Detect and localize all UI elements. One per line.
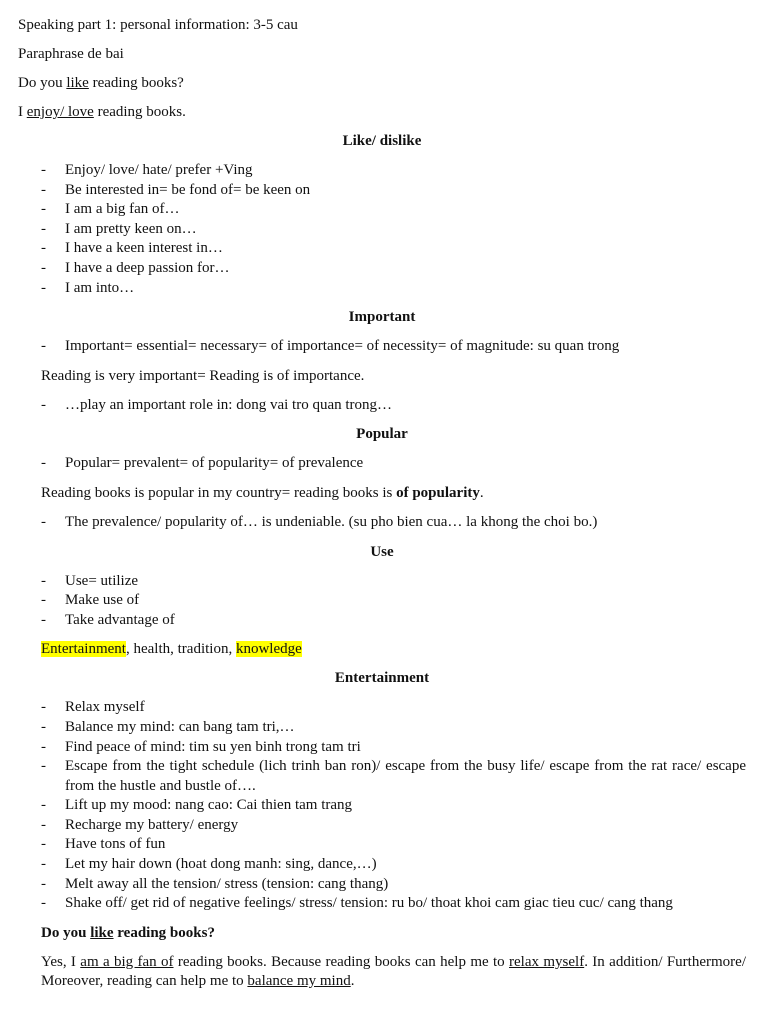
sample-answer-underline-3: balance my mind xyxy=(247,972,351,989)
list-item: - Take advantage of xyxy=(41,611,746,631)
popular-sentence-post: . xyxy=(479,484,484,501)
sample-answer-text-4: . xyxy=(350,972,355,989)
intro-line-2: Paraphrase de bai xyxy=(18,46,124,62)
sample-question-underline: like xyxy=(90,924,114,941)
popular-sentence-pre: Reading books is popular in my country= reading books is xyxy=(41,484,397,501)
heading-use: Use xyxy=(370,543,394,560)
list-item: - Popular= prevalent= of popularity= of prevalence xyxy=(41,454,746,474)
entertainment-list xyxy=(18,698,746,914)
list-item: - Make use of xyxy=(41,591,746,611)
heading-entertainment: Entertainment xyxy=(334,670,430,687)
popular-list-1 xyxy=(18,454,746,474)
popular-sentence xyxy=(18,484,746,503)
list-item: - Relax myself xyxy=(41,698,746,718)
list-item: - I have a keen interest in… xyxy=(41,239,746,259)
list-item: - Melt away all the tension/ stress (tension: cang thang) xyxy=(41,875,746,895)
sample-question-post: reading books? xyxy=(113,924,215,941)
list-item: - Recharge my battery/ energy xyxy=(41,816,746,836)
intro-answer-pre: I xyxy=(18,104,27,120)
list-item: - Enjoy/ love/ hate/ prefer +Ving xyxy=(41,161,746,181)
topics-line xyxy=(18,640,746,659)
list-item: - Shake off/ get rid of negative feelings/ stress/ tension: ru bo/ thoat khoi cam giac tieu cuc/ cang thang xyxy=(41,894,746,914)
list-item: - Balance my mind: can bang tam tri,… xyxy=(41,718,746,738)
intro-line-1: Speaking part 1: personal information: 3-5 cau xyxy=(18,17,298,33)
list-item: - Important= essential= necessary= of importance= of necessity= of magnitude: su quan trong xyxy=(41,337,746,357)
sample-answer xyxy=(18,953,746,991)
intro-answer xyxy=(18,103,746,122)
intro-answer-post: reading books. xyxy=(93,104,186,120)
list-item: - Use= utilize xyxy=(41,572,746,592)
list-item: - …play an important role in: dong vai tro quan trong… xyxy=(41,396,746,416)
list-item: - I have a deep passion for… xyxy=(41,259,746,279)
sample-answer-text-1: Yes, I xyxy=(41,953,81,970)
heading-important: Important xyxy=(348,309,416,326)
intro-answer-underline: enjoy/ love xyxy=(26,104,94,120)
topics-middle: , health, tradition, xyxy=(125,641,236,658)
list-item: - The prevalence/ popularity of… is undeniable. (su pho bien cua… la khong the choi bo.) xyxy=(41,513,746,533)
like-list xyxy=(18,161,746,298)
list-item: - Have tons of fun xyxy=(41,835,746,855)
list-item: - I am pretty keen on… xyxy=(41,220,746,240)
use-list xyxy=(18,572,746,631)
list-item: - I am a big fan of… xyxy=(41,200,746,220)
important-list-1 xyxy=(18,337,746,357)
heading-like-dislike: Like/ dislike xyxy=(342,133,422,149)
list-item: - Let my hair down (hoat dong manh: sing, dance,…) xyxy=(41,855,746,875)
sample-question-pre: Do you xyxy=(41,924,91,941)
sample-answer-text-3: . In addition/ Furthermore/ Moreover, reading can help me to xyxy=(41,953,746,989)
list-item: - Find peace of mind: tim su yen binh trong tam tri xyxy=(41,738,746,758)
sample-answer-underline-1: am a big fan of xyxy=(80,953,174,970)
important-sentence: Reading is very important= Reading is of importance. xyxy=(41,367,365,384)
heading-popular: Popular xyxy=(356,426,408,443)
list-item: - Be interested in= be fond of= be keen on xyxy=(41,181,746,201)
intro-question xyxy=(18,74,746,93)
topic-highlight-entertainment: Entertainment xyxy=(41,641,126,658)
list-item: - Lift up my mood: nang cao: Cai thien tam trang xyxy=(41,796,746,816)
sample-answer-text-2: reading books. Because reading books can help me to xyxy=(173,953,510,970)
sample-answer-underline-2: relax myself xyxy=(509,953,585,970)
popular-list-2 xyxy=(18,513,746,533)
topic-highlight-knowledge: knowledge xyxy=(235,641,302,658)
intro-question-post: reading books? xyxy=(88,75,184,91)
list-item: - I am into… xyxy=(41,279,746,299)
sample-question xyxy=(18,924,746,943)
list-item: - Escape from the tight schedule (lich trinh ban ron)/ escape from the busy life/ escape from the rat race/ escape from the hustle and bustle of…. xyxy=(41,757,746,796)
popular-sentence-bold: of popularity xyxy=(396,484,480,501)
important-list-2 xyxy=(18,396,746,416)
intro-question-pre: Do you xyxy=(18,75,67,91)
intro-question-underline: like xyxy=(66,75,89,91)
